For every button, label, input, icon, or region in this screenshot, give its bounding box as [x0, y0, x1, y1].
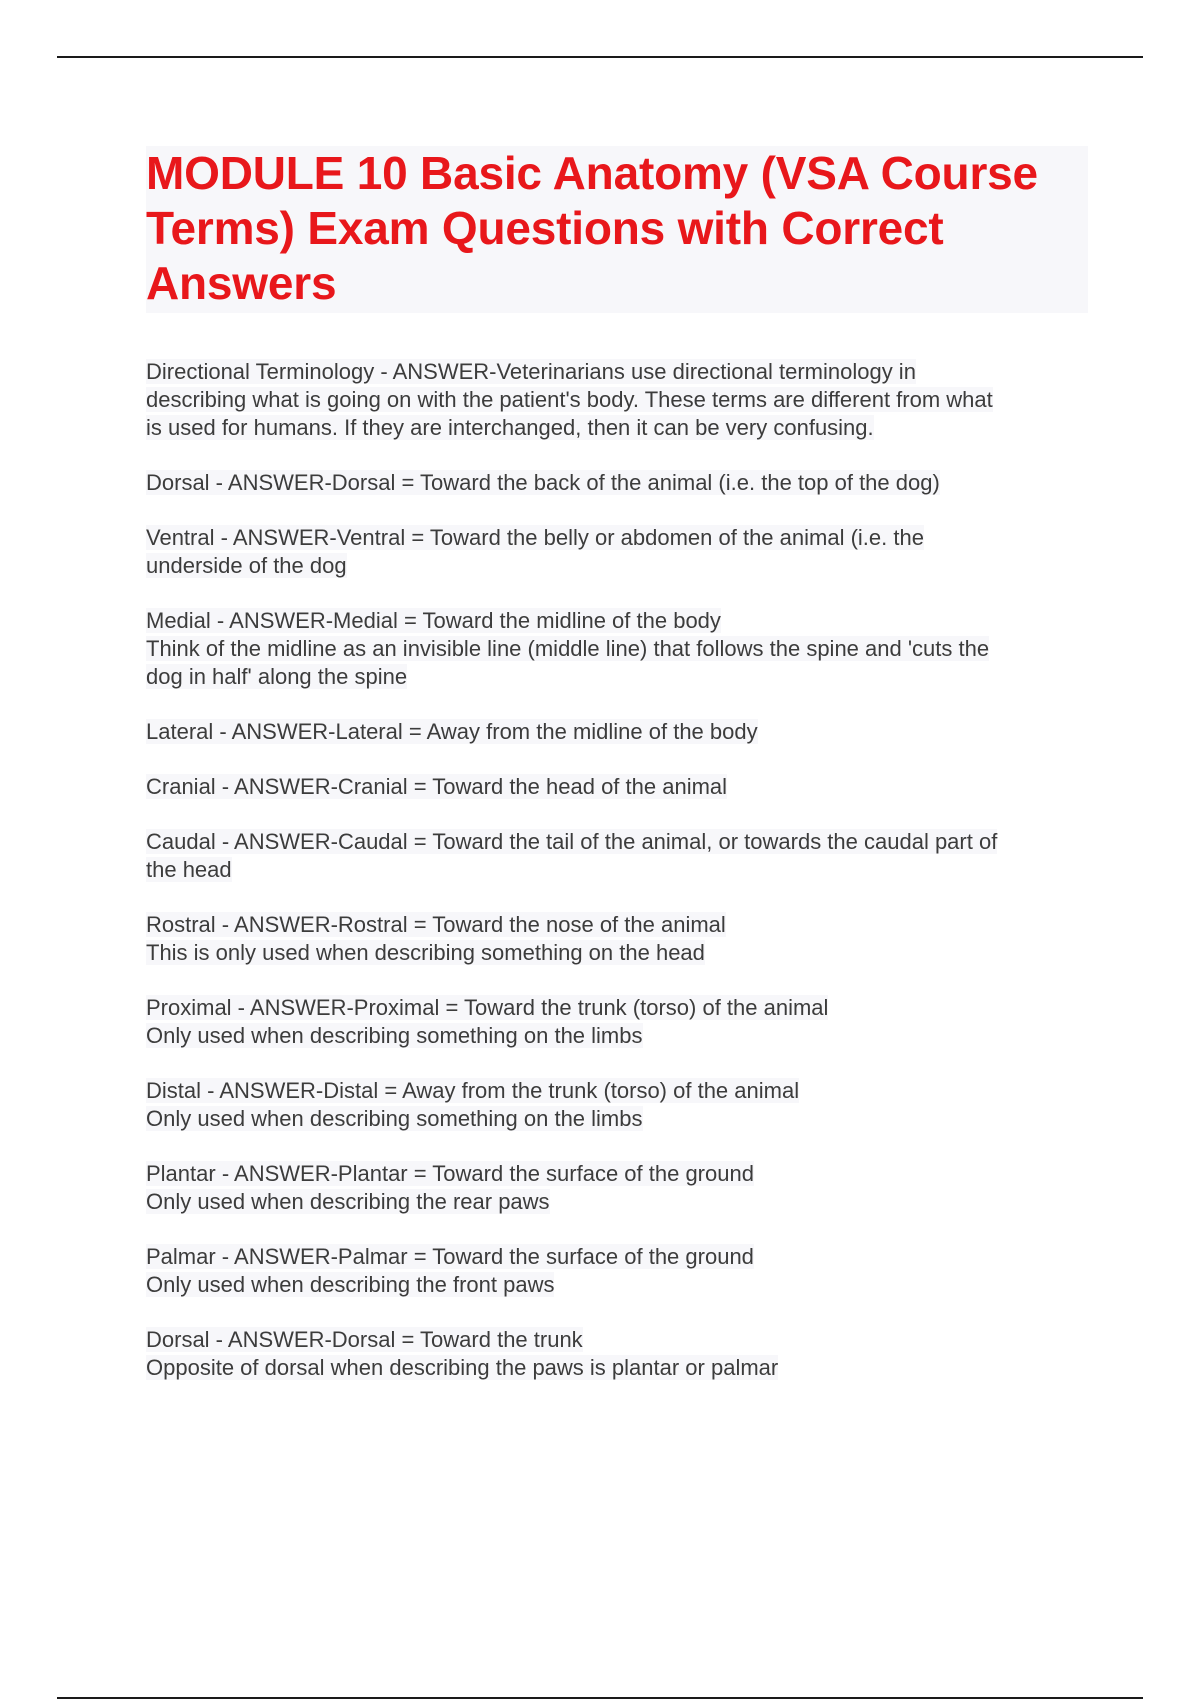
qa-entry: [146, 1077, 1088, 1133]
qa-line-text: underside of the dog: [146, 553, 347, 578]
qa-entry: [146, 1326, 1088, 1382]
qa-line: [146, 1326, 1088, 1354]
qa-line: [146, 718, 1088, 746]
qa-line-text: Proximal - ANSWER-Proximal = Toward the trunk (torso) of the animal: [146, 995, 829, 1020]
qa-line-text: Only used when describing something on the limbs: [146, 1023, 643, 1048]
qa-entry: [146, 1160, 1088, 1216]
qa-line: [146, 1271, 1088, 1299]
title-block: [146, 146, 1088, 313]
qa-entry: [146, 358, 1088, 442]
qa-line: [146, 939, 1088, 967]
qa-entry: [146, 607, 1088, 691]
qa-line-text: Palmar - ANSWER-Palmar = Toward the surface of the ground: [146, 1244, 754, 1269]
qa-line: [146, 358, 1088, 386]
qa-line-text: Distal - ANSWER-Distal = Away from the trunk (torso) of the animal: [146, 1078, 800, 1103]
qa-line-text: Only used when describing the rear paws: [146, 1189, 550, 1214]
qa-entry: [146, 773, 1088, 801]
qa-line: [146, 524, 1088, 552]
qa-entry: [146, 911, 1088, 967]
qa-list: [146, 358, 1088, 1382]
qa-line-text: dog in half' along the spine: [146, 664, 408, 689]
qa-line-text: Ventral - ANSWER-Ventral = Toward the belly or abdomen of the animal (i.e. the: [146, 525, 924, 550]
qa-line-text: Plantar - ANSWER-Plantar = Toward the surface of the ground: [146, 1161, 754, 1186]
top-rule: [57, 56, 1143, 58]
qa-line: [146, 994, 1088, 1022]
qa-line-text: Caudal - ANSWER-Caudal = Toward the tail of the animal, or towards the caudal part of: [146, 829, 998, 854]
qa-line-text: Only used when describing something on the limbs: [146, 1106, 643, 1131]
qa-line: [146, 1354, 1088, 1382]
qa-line-text: the head: [146, 857, 232, 882]
qa-line-text: Opposite of dorsal when describing the paws is plantar or palmar: [146, 1355, 779, 1380]
qa-line-text: Only used when describing the front paws: [146, 1272, 555, 1297]
qa-line: [146, 1077, 1088, 1105]
qa-line: [146, 856, 1088, 884]
qa-line: [146, 414, 1088, 442]
qa-line: [146, 386, 1088, 414]
qa-line: [146, 607, 1088, 635]
qa-entry: [146, 524, 1088, 580]
qa-line: [146, 911, 1088, 939]
qa-entry: [146, 718, 1088, 746]
qa-line: [146, 663, 1088, 691]
qa-line: [146, 1243, 1088, 1271]
qa-line-text: describing what is going on with the patient's body. These terms are different from what: [146, 387, 993, 412]
qa-line: [146, 552, 1088, 580]
qa-line-text: is used for humans. If they are interchanged, then it can be very confusing.: [146, 415, 874, 440]
qa-entry: [146, 1243, 1088, 1299]
qa-line-text: Medial - ANSWER-Medial = Toward the midline of the body: [146, 608, 721, 633]
qa-line: [146, 773, 1088, 801]
qa-line: [146, 469, 1088, 497]
qa-line: [146, 635, 1088, 663]
qa-line-text: Directional Terminology - ANSWER-Veterinarians use directional terminology in: [146, 359, 916, 384]
qa-line: [146, 1160, 1088, 1188]
qa-entry: [146, 994, 1088, 1050]
qa-entry: [146, 469, 1088, 497]
qa-line: [146, 1105, 1088, 1133]
qa-line-text: Cranial - ANSWER-Cranial = Toward the head of the animal: [146, 774, 728, 799]
qa-line-text: Lateral - ANSWER-Lateral = Away from the midline of the body: [146, 719, 758, 744]
qa-line: [146, 1188, 1088, 1216]
qa-line: [146, 828, 1088, 856]
qa-line-text: Dorsal - ANSWER-Dorsal = Toward the trunk: [146, 1327, 583, 1352]
qa-line: [146, 1022, 1088, 1050]
document-title: MODULE 10 Basic Anatomy (VSA Course Terms) Exam Questions with Correct Answers: [146, 147, 1038, 309]
bottom-rule: [57, 1697, 1143, 1699]
document-body: [146, 146, 1088, 1409]
qa-line-text: Dorsal - ANSWER-Dorsal = Toward the back of the animal (i.e. the top of the dog): [146, 470, 940, 495]
qa-line-text: Rostral - ANSWER-Rostral = Toward the nose of the animal: [146, 912, 726, 937]
qa-line-text: Think of the midline as an invisible line (middle line) that follows the spine and 'cuts the: [146, 636, 990, 661]
qa-line-text: This is only used when describing something on the head: [146, 940, 705, 965]
qa-entry: [146, 828, 1088, 884]
